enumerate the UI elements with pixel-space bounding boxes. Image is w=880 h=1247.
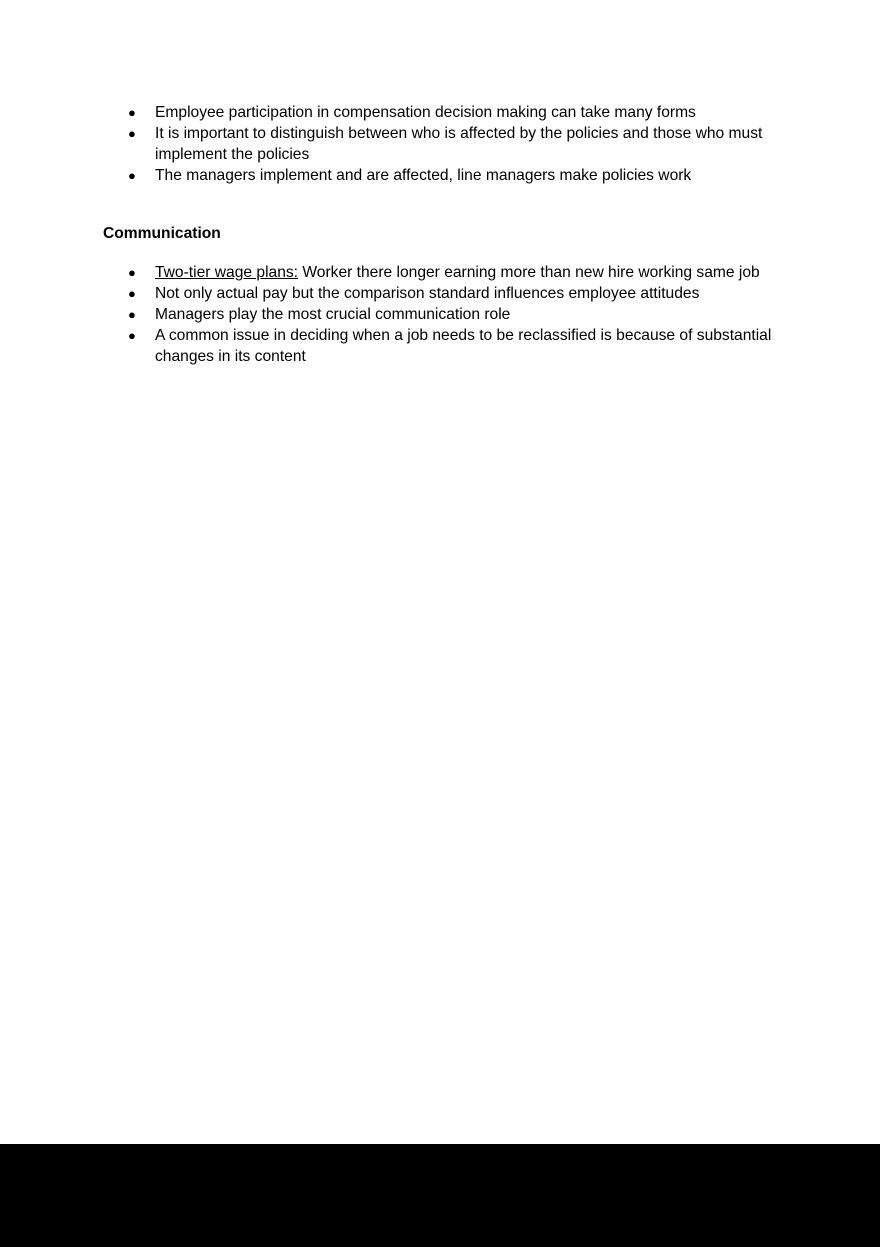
bullet-icon: ● (128, 286, 136, 301)
term-label: Two-tier wage plans: (155, 264, 299, 281)
list-item-text: Employee participation in compensation decision making can take many forms (155, 104, 696, 121)
bottom-black-band (0, 1144, 880, 1247)
list-item (0, 262, 880, 283)
bullet-icon: ● (128, 126, 136, 141)
bullet-icon: ● (128, 168, 136, 183)
bullet-icon: ● (128, 265, 136, 280)
list-item (0, 283, 880, 304)
list-item (0, 165, 880, 186)
list-item-text: Managers play the most crucial communication role (155, 306, 511, 323)
list-item-text: A common issue in deciding when a job needs to be reclassified is because of substantial changes in its content (155, 327, 772, 365)
bullet-icon: ● (128, 307, 136, 322)
list-item-text: Worker there longer earning more than new hire working same job (298, 264, 760, 281)
list-item (0, 102, 880, 123)
list-item-text: The managers implement and are affected, line managers make policies work (155, 167, 692, 184)
list-item-text: It is important to distinguish between who is affected by the policies and those who must implement the policies (155, 125, 763, 163)
list-item-text: Not only actual pay but the comparison standard influences employee attitudes (155, 285, 700, 302)
list-item (0, 325, 880, 367)
bullet-icon: ● (128, 328, 136, 343)
bullet-icon: ● (128, 105, 136, 120)
list-item (0, 123, 880, 165)
section-heading-communication: Communication (103, 225, 221, 242)
bullet-list-participation (0, 102, 880, 186)
bullet-list-communication (0, 262, 880, 367)
list-item (0, 304, 880, 325)
